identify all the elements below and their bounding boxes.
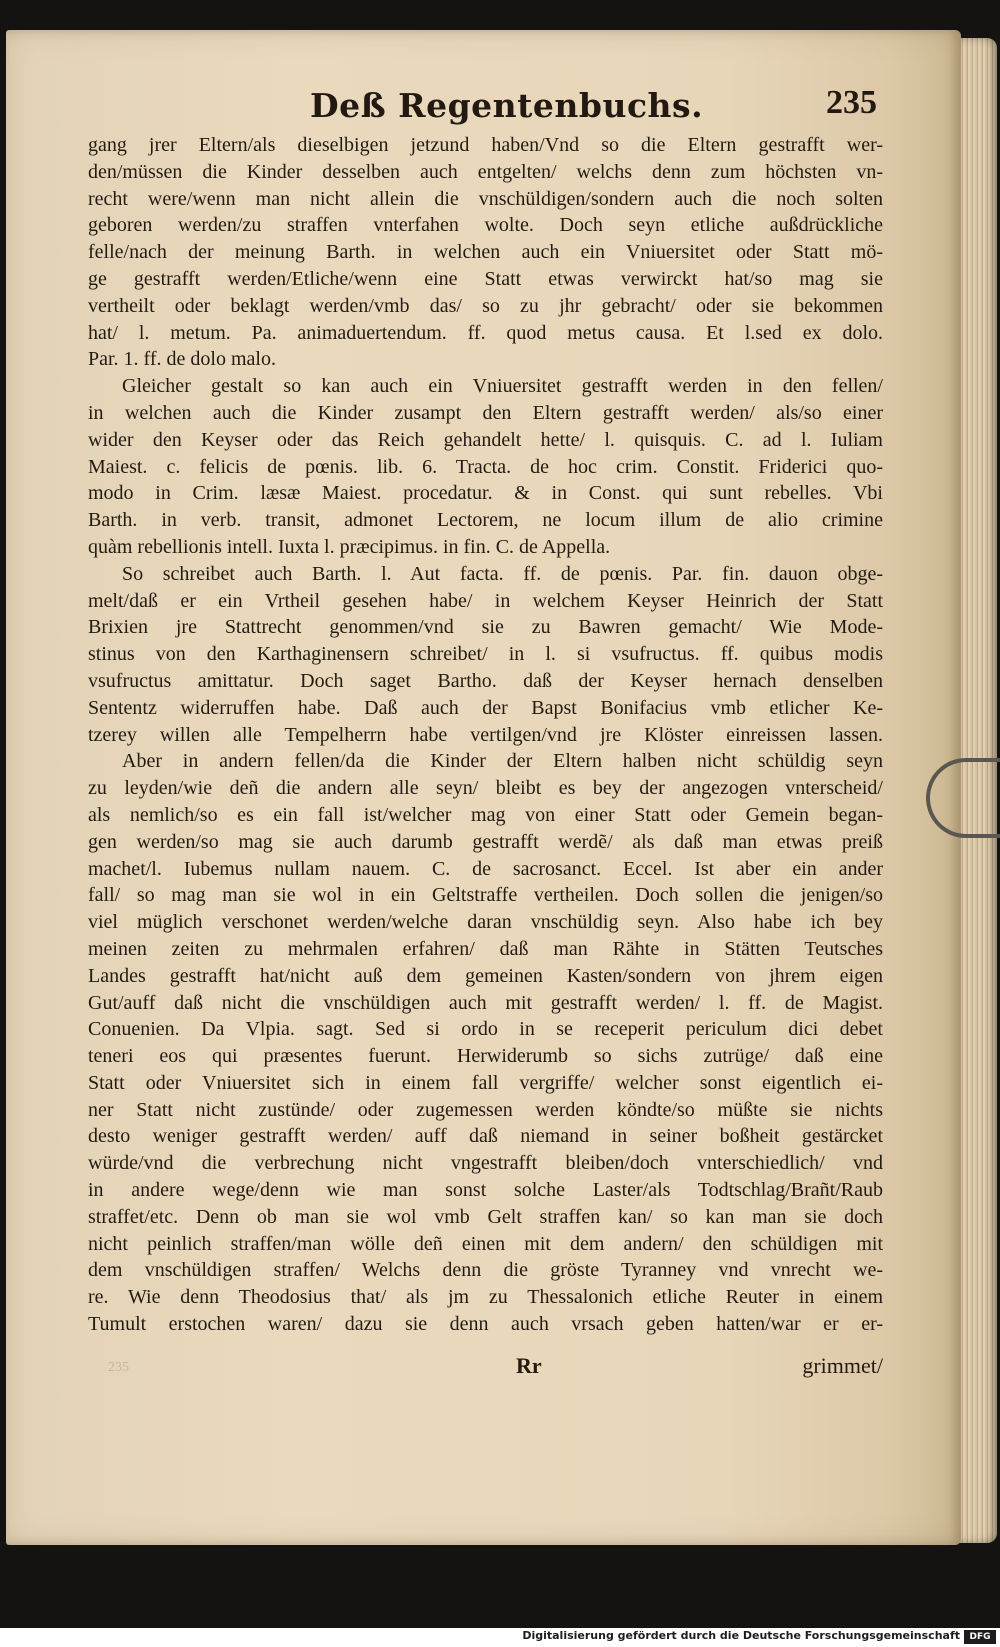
text-line: ner Statt nicht zustünde/ oder zugemessen werden köndte/so müßte sie nichts	[88, 1098, 883, 1121]
funding-notice: Digitalisierung gefördert durch die Deutsche Forschungsgemeinschaft	[522, 1629, 960, 1642]
page-clip-icon	[926, 758, 1000, 838]
text-line: Brixien jre Stattrecht genommen/vnd sie zu Bawren gemacht/ Wie Mode-	[88, 616, 883, 639]
page-foot	[88, 1353, 883, 1383]
text-line: Gut/auff daß nicht die vnschüldigen auch mit gestrafft werden/ l. ff. de Magist.	[88, 991, 883, 1014]
show-through-mark: 235	[108, 1360, 129, 1375]
text-line: Maiest. c. felicis de pœnis. lib. 6. Tracta. de hoc crim. Constit. Friderici quo-	[88, 455, 883, 478]
page-number: 235	[826, 84, 877, 121]
text-line: quàm rebellionis intell. Iuxta l. præcipimus. in fin. C. de Appella.	[88, 535, 611, 558]
text-line: Aber in andern fellen/da die Kinder der Eltern halben nicht schüldig seyn	[122, 750, 883, 773]
text-line: Par. 1. ff. de dolo malo.	[88, 348, 276, 371]
text-line: desto weniger gestrafft werden/ auff daß niemand in seiner boßheit gestärcket	[88, 1125, 883, 1148]
text-line: Landes gestrafft hat/nicht auß dem gemeinen Kasten/sondern von jhrem eigen	[88, 964, 883, 987]
page-header	[88, 82, 883, 132]
text-line: geboren werden/zu straffen vnterfahen wolte. Doch seyn etliche außdrückliche	[88, 214, 883, 237]
text-line: zu leyden/wie deñ die andern alle seyn/ bleibt es bey der angezogen vnterscheid/	[88, 777, 883, 800]
text-line: ge gestrafft werden/Etliche/wenn eine Statt etwas verwirckt hat/so mag sie	[88, 267, 883, 290]
text-line: würde/vnd die verbrechung nicht vngestrafft bleiben/doch vnterschiedlich/ vnd	[88, 1152, 883, 1175]
text-line: Tumult erstochen waren/ dazu sie denn auch vrsach geben hatten/war er er-	[88, 1313, 883, 1336]
text-line: machet/l. Iubemus nullam nauem. C. de sacrosanct. Eccel. Ist aber ein ander	[88, 857, 883, 880]
text-line: vertheilt oder beklagt werden/vmb das/ so zu jhr gebracht/ oder sie bekommen	[88, 294, 883, 317]
text-line: hat/ l. metum. Pa. animaduertendum. ff. quod metus causa. Et l.sed ex dolo.	[88, 321, 883, 344]
text-line: recht were/wenn man nicht allein die vnschüldigen/sondern auch die noch solten	[88, 187, 883, 210]
text-line: Sententz widerruffen habe. Daß auch der Bapst Bonifacius vmb etlicher Ke-	[88, 696, 883, 719]
catchword: grimmet/	[802, 1353, 883, 1378]
text-line: modo in Crim. læsæ Maiest. procedatur. & in Const. qui sunt rebelles. Vbi	[88, 482, 883, 505]
text-line: Barth. in verb. transit, admonet Lectorem, ne locum illum de alio crimine	[88, 509, 883, 532]
text-line: Statt oder Vniuersitet sich in einem fall vergriffe/ welcher sonst eigentlich ei-	[88, 1071, 883, 1094]
text-line: dem vnschüldigen straffen/ Welchs denn die gröste Tyranney vnd vnrecht we-	[88, 1259, 883, 1282]
running-head: Deß Regentenbuchs.	[310, 86, 704, 125]
text-line: in welchen auch die Kinder zusampt den Eltern gestrafft werden/ als/so einer	[88, 401, 883, 424]
text-line: straffet/etc. Denn ob man sie wol vmb Gelt straffen kan/ so kan man sie doch	[88, 1205, 883, 1228]
text-line: fall/ so mag man sie wol in ein Geltstraffe vertheilen. Doch sollen die jenigen/so	[88, 884, 883, 907]
signature-mark: Rr	[516, 1353, 542, 1378]
text-line: Gleicher gestalt so kan auch ein Vniuersitet gestrafft werden in den fellen/	[122, 375, 883, 398]
text-line: in andere wege/denn wie man sonst solche Laster/als Todtschlag/Brañt/Raub	[88, 1179, 883, 1202]
text-line: felle/nach der meinung Barth. in welchen auch ein Vniuersitet oder Statt mö-	[88, 241, 883, 264]
text-line: stinus von den Karthaginensern schreibet/ in l. si vsufructus. ff. quibus modis	[88, 643, 883, 666]
text-line: re. Wie denn Theodosius that/ als jm zu Thessalonich etliche Reuter in einem	[88, 1286, 883, 1309]
text-line: den/müssen die Kinder desselben auch entgelten/ welchs denn zum höchsten vn-	[88, 160, 883, 183]
digitization-footer	[0, 1628, 1000, 1647]
text-line: melt/daß er ein Vrtheil gesehen habe/ in welchem Keyser Heinrich der Statt	[88, 589, 883, 612]
text-line: teneri eos qui præsentes fuerunt. Herwiderumb so sichs zutrüge/ daß eine	[88, 1045, 883, 1068]
text-line: wider den Keyser oder das Reich gehandelt hette/ l. quisquis. C. ad l. Iuliam	[88, 428, 883, 451]
text-line: nicht peinlich straffen/man wölle deñ einen mit dem andern/ den schüldigen mit	[88, 1232, 883, 1255]
text-line: vsufructus amittatur. Doch saget Bartho. daß der Keyser hernach denselben	[88, 669, 883, 692]
text-line: tzerey willen alle Tempelherrn habe vertilgen/vnd jre Klöster einreissen lassen.	[88, 723, 883, 746]
text-line: als nemlich/so es ein fall ist/welcher mag von einer Statt oder Gemein began-	[88, 803, 883, 826]
text-line: So schreibet auch Barth. l. Aut facta. ff. de pœnis. Par. fin. dauon obge-	[122, 562, 883, 585]
text-line: viel müglich verschonet werden/welche daran vnschüldig seyn. Also habe ich bey	[88, 911, 883, 934]
dfg-logo: DFG	[964, 1630, 996, 1644]
text-line: Conuenien. Da Vlpia. sagt. Sed si ordo in se receperit periculum dici debet	[88, 1018, 883, 1041]
text-line: gen werden/so mag sie auch darumb gestrafft werdẽ/ als daß man etwas preiß	[88, 830, 883, 853]
body-text	[88, 132, 883, 1338]
text-line: meinen zeiten zu mehrmalen erfahren/ daß man Rähte in Stätten Teutsches	[88, 937, 883, 960]
text-line: gang jrer Eltern/als dieselbigen jetzund haben/Vnd so die Eltern gestrafft wer-	[88, 134, 883, 156]
